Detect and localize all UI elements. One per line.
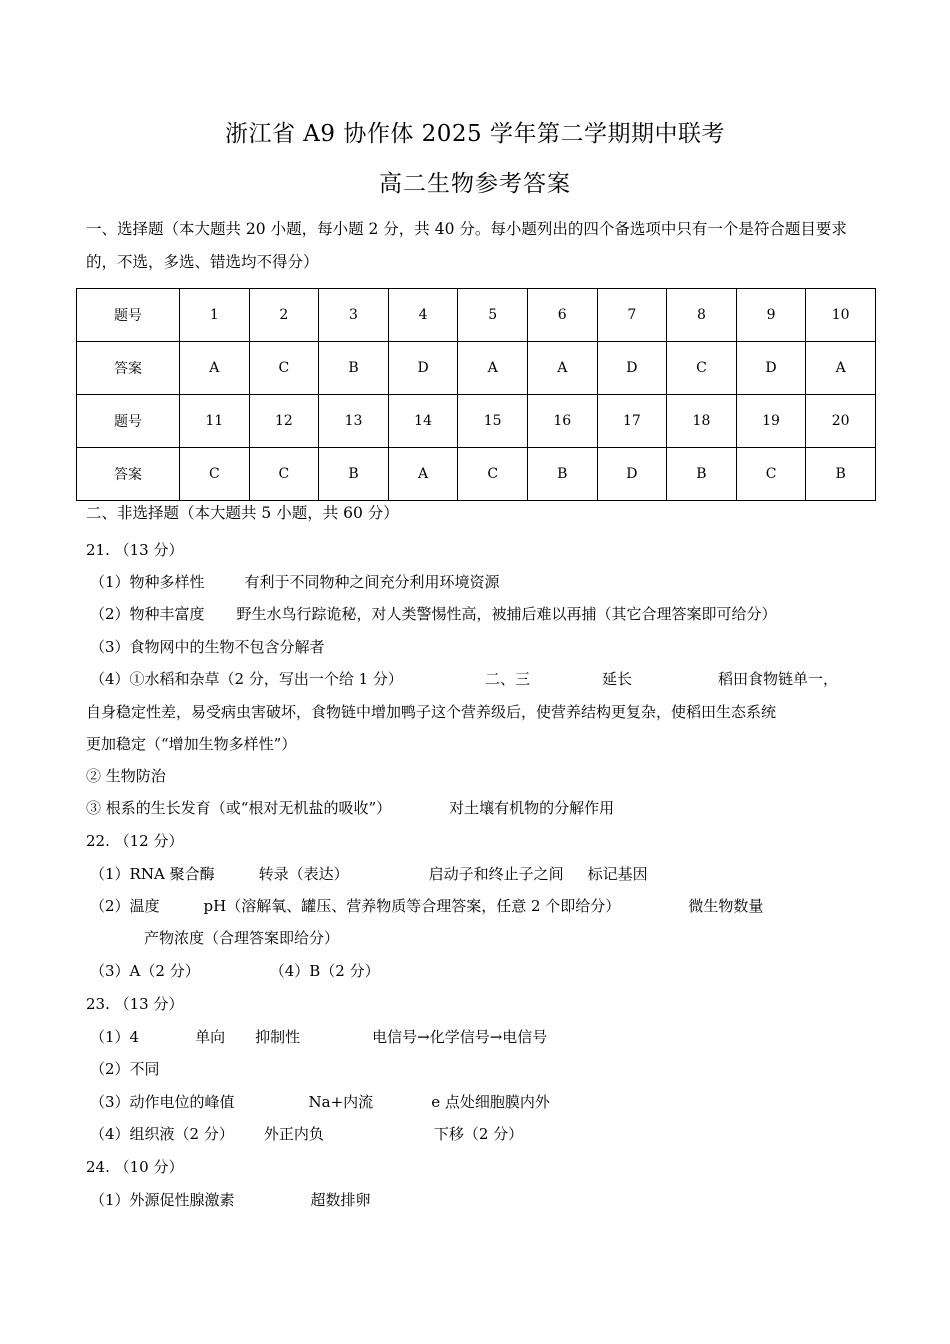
q21-answer-1 (90, 571, 500, 592)
table-cell: 17 (597, 395, 667, 448)
answer-text: pH（溶解氧、罐压、营养物质等合理答案，任意 2 个即给分） (203, 897, 621, 915)
table-cell: B (319, 342, 389, 395)
q21-answer-4-cont: 自身稳定性差，易受病虫害破坏，食物链中增加鸭子这个营养级后，使营养结构更复杂，使稻田生态系统 (86, 703, 777, 721)
table-row (77, 342, 876, 395)
table-cell: A (388, 448, 458, 501)
answer-text: ③ 根系的生长发育（或“根对无机盐的吸收”） (86, 799, 392, 817)
q22-header: 22. （12 分） (86, 832, 184, 850)
answer-text: 下移（2 分） (433, 1125, 524, 1143)
answer-text: （4）组织液（2 分） (90, 1125, 234, 1143)
answer-text: 超数排卵 (310, 1191, 371, 1209)
table-cell: 11 (180, 395, 250, 448)
q24-header: 24. （10 分） (86, 1158, 184, 1176)
table-cell: 1 (180, 289, 250, 342)
table-cell: 19 (736, 395, 806, 448)
q21-answer-4-end: 更加稳定（“增加生物多样性”） (86, 735, 297, 753)
answer-text: （2）物种丰富度 (90, 605, 205, 623)
answer-text: 单向 (195, 1028, 226, 1046)
answer-text: 延长 (601, 670, 632, 688)
q23-header: 23. （13 分） (86, 995, 184, 1013)
table-cell: B (667, 448, 737, 501)
answer-text: （3）动作电位的峰值 (90, 1093, 235, 1111)
answer-text: 抑制性 (255, 1028, 301, 1046)
answer-text: （1）RNA 聚合酶 (90, 865, 215, 883)
table-cell: D (597, 448, 667, 501)
table-cell: D (597, 342, 667, 395)
q22-answer-3-4 (90, 960, 380, 981)
q22-answer-2 (90, 895, 763, 916)
section1-heading: 一、选择题（本大题共 20 小题，每小题 2 分，共 40 分。每小题列出的四个备选项中只有一个是符合题目要求的，不选，多选、错选均不得分） (86, 220, 847, 271)
answer-text: 外正内负 (263, 1125, 324, 1143)
answer-text: 启动子和终止子之间 (428, 865, 564, 883)
q24-answer-1 (90, 1189, 371, 1210)
q23-answer-3 (90, 1091, 550, 1112)
table-cell: 16 (527, 395, 597, 448)
question-number-label: 题号 (77, 289, 180, 342)
table-cell: A (180, 342, 250, 395)
q21-answer-5: ② 生物防治 (86, 767, 166, 785)
table-cell: 15 (458, 395, 528, 448)
answer-text: 野生水鸟行踪诡秘，对人类警惕性高，被捕后难以再捕（其它合理答案即可给分） (236, 605, 777, 623)
table-cell: 18 (667, 395, 737, 448)
q21-answer-6 (86, 797, 614, 818)
section2-heading: 二、非选择题（本大题共 5 小题，共 60 分） (86, 504, 399, 522)
q23-answer-4 (90, 1123, 523, 1144)
answer-text: 二、三 (484, 670, 530, 688)
table-cell: D (388, 342, 458, 395)
table-cell: A (458, 342, 528, 395)
table-cell: A (527, 342, 597, 395)
table-cell: 7 (597, 289, 667, 342)
answer-text: Na+内流 (308, 1093, 374, 1111)
table-cell: C (180, 448, 250, 501)
q23-answer-2: （2）不同 (90, 1060, 160, 1078)
table-cell: 20 (806, 395, 876, 448)
table-cell: B (806, 448, 876, 501)
document-subtitle: 高二生物参考答案 (379, 171, 571, 197)
q21-answer-3: （3）食物网中的生物不包含分解者 (90, 638, 325, 656)
table-cell: 8 (667, 289, 737, 342)
answer-text: e 点处细胞膜内外 (431, 1093, 550, 1111)
q21-header: 21. （13 分） (86, 541, 184, 559)
document-title: 浙江省 A9 协作体 2025 学年第二学期期中联考 (224, 121, 726, 147)
q21-answer-4 (90, 668, 838, 689)
answer-table (76, 288, 876, 501)
table-cell: D (736, 342, 806, 395)
answer-label: 答案 (77, 448, 180, 501)
q21-answer-2 (90, 603, 777, 624)
q23-answer-1 (90, 1026, 547, 1047)
answer-text: 转录（表达） (258, 865, 349, 883)
table-row (77, 395, 876, 448)
table-cell: 14 (388, 395, 458, 448)
table-cell: C (667, 342, 737, 395)
table-cell: 13 (319, 395, 389, 448)
table-row (77, 448, 876, 501)
table-row (77, 289, 876, 342)
table-cell: C (249, 342, 319, 395)
answer-text: （1）4 (90, 1028, 140, 1046)
answer-text: 稻田食物链单一， (717, 670, 838, 688)
table-cell: 4 (388, 289, 458, 342)
answer-text: 电信号→化学信号→电信号 (372, 1028, 548, 1046)
table-cell: A (806, 342, 876, 395)
table-cell: C (736, 448, 806, 501)
answer-text: 标记基因 (587, 865, 648, 883)
answer-text: （2）温度 (90, 897, 160, 915)
answer-text: （1）外源促性腺激素 (90, 1191, 235, 1209)
table-cell: B (527, 448, 597, 501)
answer-text: 有利于不同物种之间充分利用环境资源 (244, 573, 500, 591)
answer-text: 微生物数量 (688, 897, 764, 915)
table-cell: 10 (806, 289, 876, 342)
table-cell: B (319, 448, 389, 501)
table-cell: 5 (458, 289, 528, 342)
answer-text: （1）物种多样性 (90, 573, 205, 591)
answer-text: （3）A（2 分） (90, 962, 200, 980)
answer-text: （4）①水稻和杂草（2 分，写出一个给 1 分） (90, 670, 403, 688)
table-cell: 6 (527, 289, 597, 342)
table-cell: 3 (319, 289, 389, 342)
question-number-label: 题号 (77, 395, 180, 448)
table-cell: 9 (736, 289, 806, 342)
q22-answer-2-cont: 产物浓度（合理答案即给分） (144, 929, 340, 947)
answer-text: 对土壤有机物的分解作用 (449, 799, 615, 817)
table-cell: 2 (249, 289, 319, 342)
table-cell: C (458, 448, 528, 501)
answer-text: （4）B（2 分） (269, 962, 380, 980)
answer-label: 答案 (77, 342, 180, 395)
table-cell: 12 (249, 395, 319, 448)
q22-answer-1 (90, 863, 648, 884)
table-cell: C (249, 448, 319, 501)
